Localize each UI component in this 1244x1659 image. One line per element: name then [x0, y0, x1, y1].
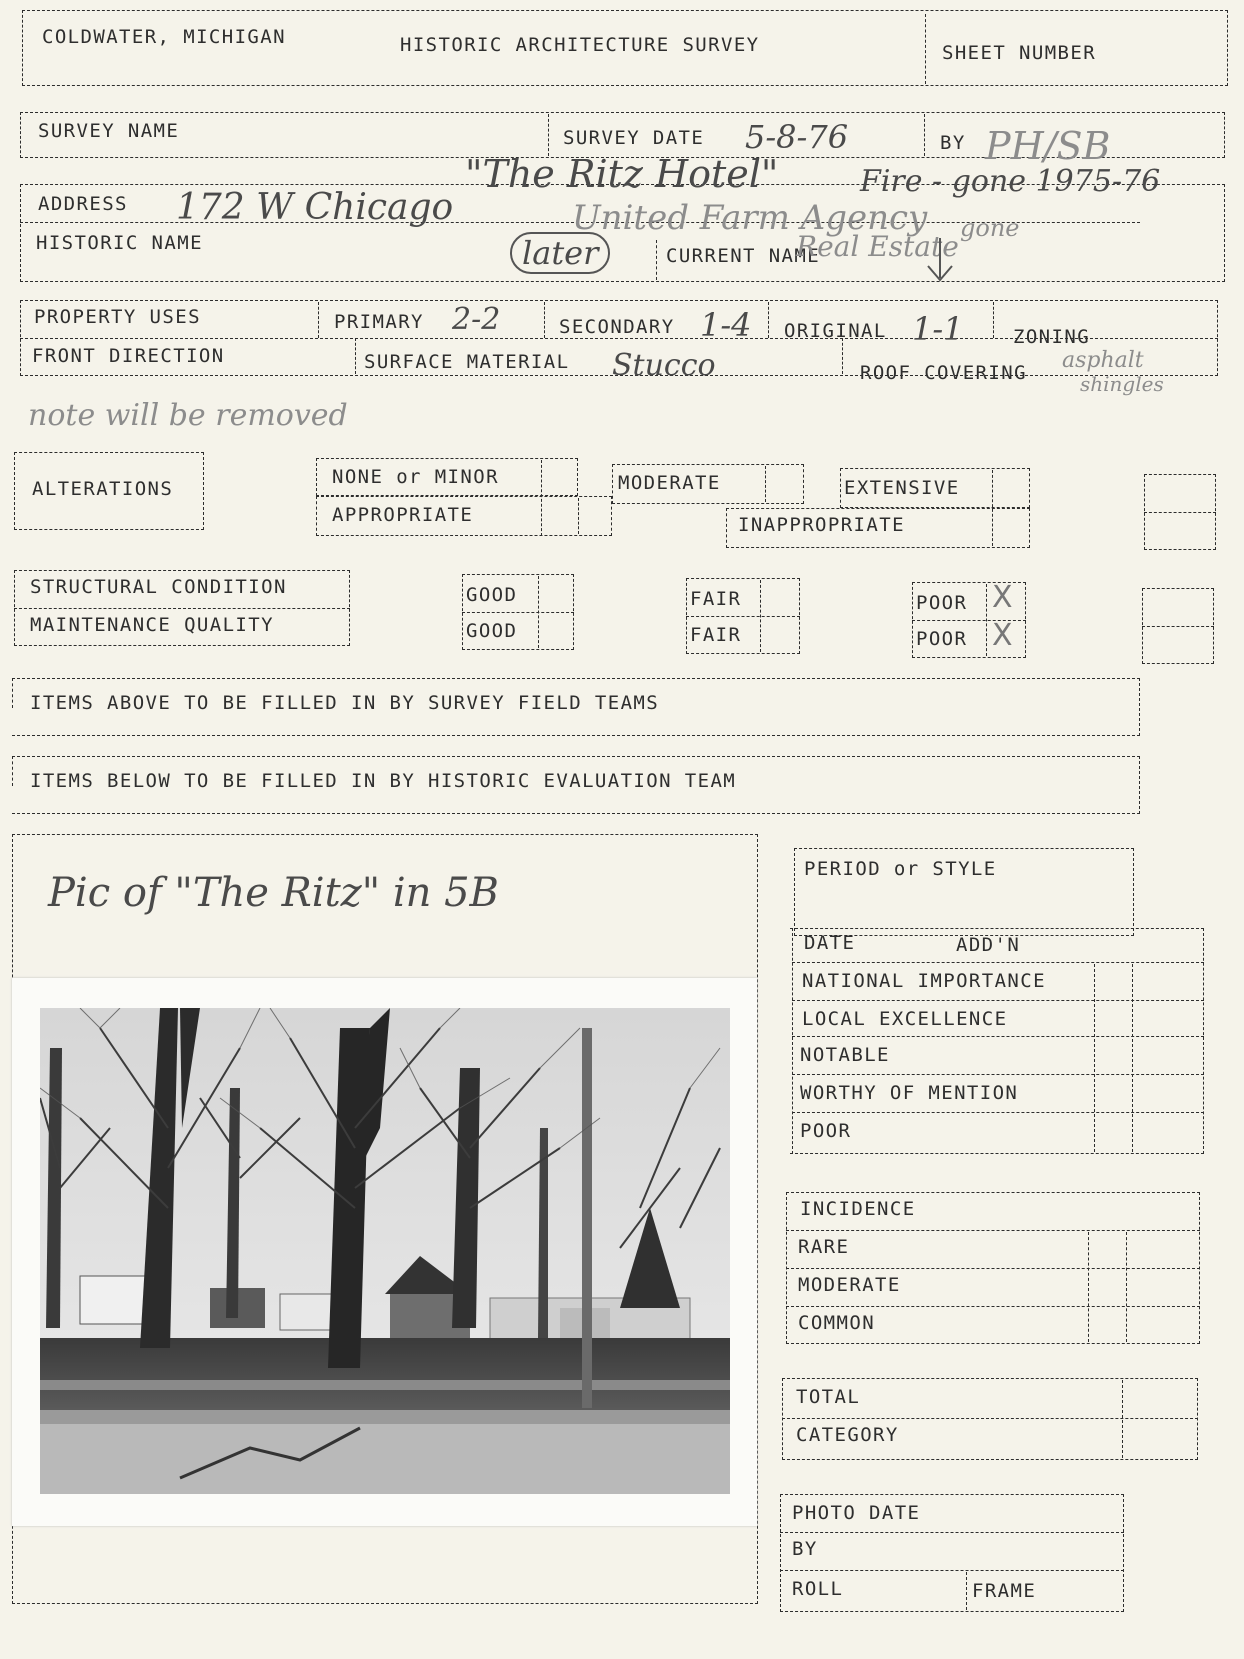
historic-name-note: "The Ritz Hotel" [465, 152, 779, 196]
inc-r1 [786, 1230, 1200, 1231]
original-value: 1-1 [912, 310, 964, 348]
instructions-above-left [12, 678, 13, 708]
structural-good-label: GOOD [466, 584, 518, 606]
category-label: CATEGORY [796, 1424, 899, 1446]
maintenance-poor-check[interactable]: X [992, 618, 1013, 653]
totals-r1 [782, 1418, 1198, 1419]
eval-worthy-label: WORTHY OF MENTION [800, 1082, 1019, 1104]
historic-gone-note: gone [960, 214, 1020, 242]
photo-by-label: BY [792, 1538, 818, 1560]
alterations-score-div [1144, 512, 1216, 513]
alterations-label: ALTERATIONS [32, 478, 174, 500]
eval-r2 [792, 1000, 1204, 1001]
header-city: COLDWATER, MICHIGAN [42, 26, 286, 48]
survey-by-label: BY [940, 132, 966, 154]
eval-date-label: DATE [804, 932, 856, 954]
inc-r3 [786, 1306, 1200, 1307]
appropriate-label: APPROPRIATE [332, 504, 474, 526]
roof-covering-value-2: shingles [1080, 372, 1164, 396]
eval-r1 [792, 962, 1204, 963]
incidence-label: INCIDENCE [800, 1198, 916, 1220]
surface-material-value: Stucco [612, 348, 716, 383]
address-label: ADDRESS [38, 193, 128, 215]
pu-div-3 [768, 302, 769, 338]
extensive-check[interactable] [993, 470, 1029, 506]
fd-div-2 [842, 338, 843, 374]
historic-real-estate-note: Real Estate [796, 230, 959, 263]
none-minor-label: NONE or MINOR [332, 466, 499, 488]
survey-date-value: 5-8-76 [745, 118, 849, 156]
pu-div-2 [544, 302, 545, 338]
inc-c2 [1126, 1232, 1127, 1342]
roof-covering-label: ROOF COVERING [860, 362, 1027, 384]
structural-condition-label: STRUCTURAL CONDITION [30, 576, 287, 598]
instructions-below-left [12, 756, 13, 786]
survey-name-label: SURVEY NAME [38, 120, 180, 142]
maintenance-poor-label: POOR [916, 628, 968, 650]
removed-note: note will be removed [28, 398, 348, 433]
inc-c1 [1088, 1232, 1089, 1342]
photo-note: Pic of "The Ritz" in 5B [48, 870, 499, 916]
photo-info-r1 [780, 1532, 1124, 1533]
total-label: TOTAL [796, 1386, 861, 1408]
incidence-rare-label: RARE [798, 1236, 850, 1258]
moderate-check[interactable] [766, 466, 802, 502]
structural-good-check[interactable] [539, 576, 573, 610]
photo-roll-label: ROLL [792, 1578, 844, 1600]
current-name-label: CURRENT NAME [666, 245, 821, 267]
sheet-number-label: SHEET NUMBER [942, 42, 1097, 64]
roof-covering-value-1: asphalt [1062, 348, 1144, 373]
eval-poor-label: POOR [800, 1120, 852, 1142]
structural-poor-check[interactable]: X [992, 580, 1013, 615]
historic-name-label: HISTORIC NAME [36, 232, 203, 254]
photo-date-label: PHOTO DATE [792, 1502, 921, 1524]
eval-r5 [792, 1112, 1204, 1113]
survey-divider-2 [924, 114, 925, 156]
instructions-above-top [12, 678, 1140, 679]
extensive-label: EXTENSIVE [844, 477, 960, 499]
survey-date-label: SURVEY DATE [563, 127, 705, 149]
totals-c1 [1122, 1380, 1123, 1458]
eval-r4 [792, 1074, 1204, 1075]
property-uses-label: PROPERTY USES [34, 306, 201, 328]
secondary-label: SECONDARY [559, 316, 675, 338]
zoning-label: ZONING [1013, 326, 1091, 348]
front-direction-label: FRONT DIRECTION [32, 345, 225, 367]
header-title: HISTORIC ARCHITECTURE SURVEY [400, 34, 760, 56]
instructions-below-top [12, 756, 1140, 757]
appropriate-check[interactable] [578, 498, 612, 534]
photo-info-c1 [966, 1572, 967, 1610]
poor-check-div [986, 584, 987, 656]
period-style-label: PERIOD or STYLE [804, 858, 997, 880]
good-div [462, 612, 574, 613]
fair-div [686, 616, 800, 617]
historic-fire-note: Fire - gone 1975-76 [860, 164, 1161, 199]
incidence-moderate-label: MODERATE [798, 1274, 901, 1296]
primary-label: PRIMARY [334, 311, 424, 333]
historic-later-note: later [510, 232, 610, 274]
condition-div [14, 608, 350, 609]
condition-score-div [1142, 626, 1214, 627]
eval-addn-label: ADD'N [956, 934, 1021, 956]
maintenance-quality-label: MAINTENANCE QUALITY [30, 614, 274, 636]
pu-div-1 [318, 302, 319, 338]
instructions-below: ITEMS BELOW TO BE FILLED IN BY HISTORIC EVALUATION TEAM [30, 770, 737, 792]
structural-poor-label: POOR [916, 592, 968, 614]
eval-national-label: NATIONAL IMPORTANCE [802, 970, 1046, 992]
survey-divider-1 [548, 114, 549, 156]
maintenance-fair-check[interactable] [761, 618, 798, 652]
eval-notable-label: NOTABLE [800, 1044, 890, 1066]
header-divider [925, 14, 926, 84]
inappropriate-check[interactable] [993, 510, 1029, 546]
photo-info-r2 [780, 1570, 1124, 1571]
secondary-value: 1-4 [700, 306, 752, 344]
structural-fair-label: FAIR [690, 588, 742, 610]
eval-c2 [1132, 964, 1133, 1152]
maintenance-fair-label: FAIR [690, 624, 742, 646]
none-minor-check[interactable] [541, 460, 578, 496]
eval-local-label: LOCAL EXCELLENCE [802, 1008, 1008, 1030]
incidence-common-label: COMMON [798, 1312, 876, 1334]
current-name-divider [656, 240, 657, 280]
survey-by-value: PH/SB [985, 124, 1111, 168]
fd-div-1 [355, 338, 356, 374]
inc-r2 [786, 1268, 1200, 1269]
historic-agency-note: United Farm Agency [572, 198, 928, 238]
photo-scene [40, 1008, 730, 1494]
arrow-down-icon [920, 236, 960, 284]
original-label: ORIGINAL [784, 320, 887, 342]
primary-value: 2-2 [452, 302, 501, 337]
surface-material-label: SURFACE MATERIAL [364, 351, 570, 373]
moderate-label: MODERATE [618, 472, 721, 494]
photo-frame-label: FRAME [972, 1580, 1037, 1602]
address-value: 172 W Chicago [176, 187, 454, 228]
instructions-above: ITEMS ABOVE TO BE FILLED IN BY SURVEY FIELD TEAMS [30, 692, 660, 714]
eval-r3 [792, 1036, 1204, 1037]
building-photo [12, 978, 757, 1526]
inappropriate-label: INAPPROPRIATE [738, 514, 905, 536]
pu-div-4 [993, 302, 994, 338]
eval-c1 [1094, 964, 1095, 1152]
structural-fair-check[interactable] [761, 580, 798, 614]
maintenance-good-check[interactable] [539, 614, 573, 648]
maintenance-good-label: GOOD [466, 620, 518, 642]
